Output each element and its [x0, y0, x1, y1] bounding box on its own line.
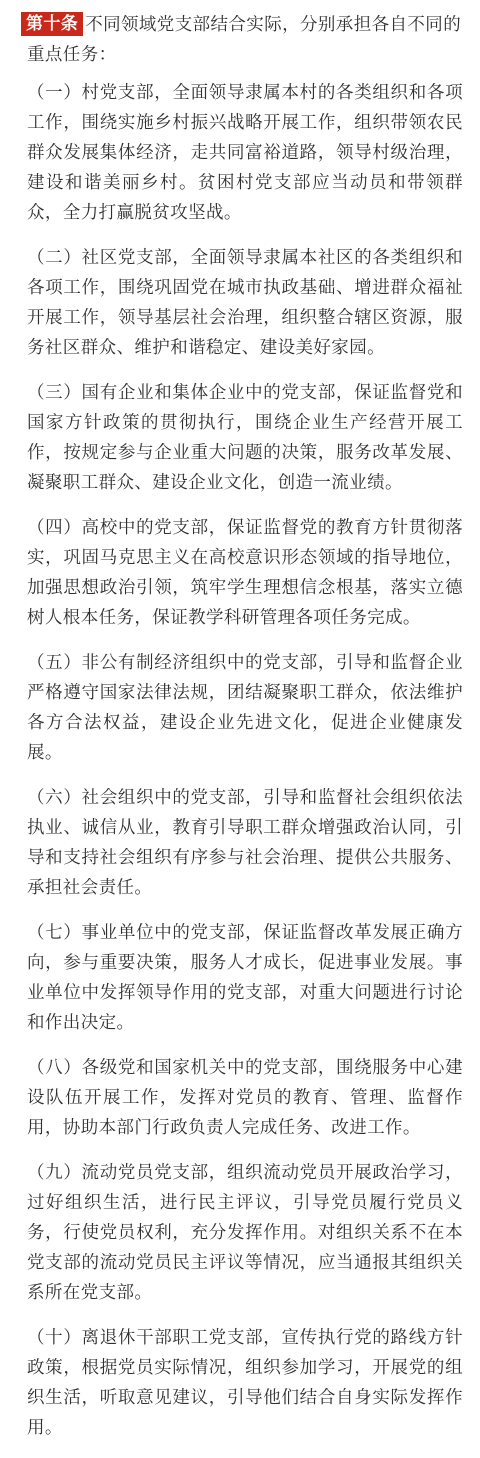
clause-government-organ-branch: （八）各级党和国家机关中的党支部，围绕服务中心建设队伍开展工作，发挥对党员的教育、管理、监督作用，协助本部门行政负责人完成任务、改进工作。 [27, 1058, 463, 1138]
clause-university-branch: （四）高校中的党支部，保证监督党的教育方针贯彻落实，巩固马克思主义在高校意识形态领域的指导地位，加强思想政治引领，筑牢学生理想信念根基，落实立德树人根本任务，保证教学科研管理各项任务完成。 [27, 518, 463, 628]
clause-mobile-member-branch: （九）流动党员党支部，组织流动党员开展政治学习，过好组织生活，进行民主评议，引导党员履行党员义务，行使党员权利，充分发挥作用。对组织关系不在本党支部的流动党员民主评议等情况，应当通报其组织关系所在党支部。 [27, 1163, 463, 1303]
article-intro [27, 10, 463, 70]
clause-public-institution-branch: （七）事业单位中的党支部，保证监督改革发展正确方向，参与重要决策，服务人才成长，促进事业发展。事业单位中发挥领导作用的党支部，对重大问题进行讨论和作出决定。 [27, 923, 463, 1033]
article-intro-text: 不同领域党支部结合实际，分别承担各自不同的重点任务： [27, 15, 462, 65]
clause-retired-staff-branch: （十）离退休干部职工党支部，宣传执行党的路线方针政策，根据党员实际情况，组织参加学习，开展党的组织生活，听取意见建议，引导他们结合自身实际发挥作用。 [27, 1328, 463, 1438]
clause-community-branch: （二）社区党支部，全面领导隶属本社区的各类组织和各项工作，围绕巩固党在城市执政基础、增进群众福祉开展工作，领导基层社会治理，组织整合辖区资源，服务社区群众、维护和谐稳定、建设美好家园。 [27, 248, 463, 358]
article-body [27, 10, 463, 1458]
clause-village-branch: （一）村党支部，全面领导隶属本村的各类组织和各项工作，围绕实施乡村振兴战略开展工作，组织带领农民群众发展集体经济，走共同富裕道路，领导村级治理，建设和谐美丽乡村。贫困村党支部应当动员和带领群众，全力打赢脱贫攻坚战。 [27, 83, 463, 223]
clause-state-enterprise-branch: （三）国有企业和集体企业中的党支部，保证监督党和国家方针政策的贯彻执行，围绕企业生产经营开展工作，按规定参与企业重大问题的决策，服务改革发展、凝聚职工群众、建设企业文化，创造一流业绩。 [27, 383, 463, 493]
article-number-badge: 第十条 [21, 12, 83, 36]
clause-non-public-economy-branch: （五）非公有制经济组织中的党支部，引导和监督企业严格遵守国家法律法规，团结凝聚职工群众，依法维护各方合法权益，建设企业先进文化，促进企业健康发展。 [27, 653, 463, 763]
clause-social-organization-branch: （六）社会组织中的党支部，引导和监督社会组织依法执业、诚信从业，教育引导职工群众增强政治认同，引导和支持社会组织有序参与社会治理、提供公共服务、承担社会责任。 [27, 788, 463, 898]
